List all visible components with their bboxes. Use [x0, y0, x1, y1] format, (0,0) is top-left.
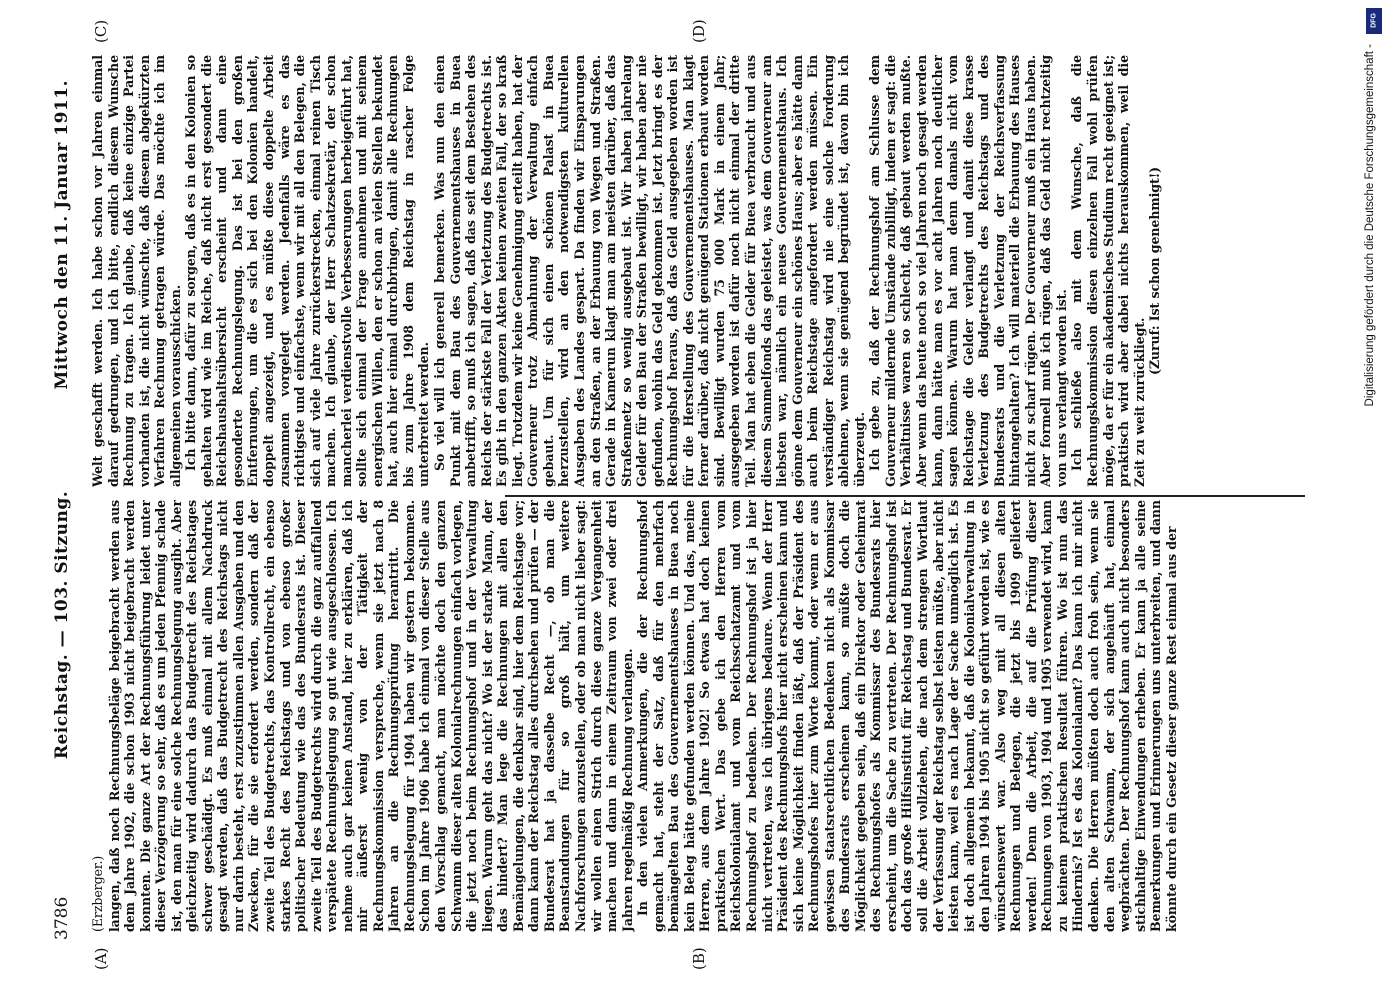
- dfg-logo: [1366, 8, 1382, 34]
- paragraph: In den vielen Anmerkungen, die der Rechnungshof gemacht hat, steht der Satz, daß für den mehrfach bemängelten Bau des Gouvernementshauses in Buea noch kein Beleg hätte gefunden werden können. Und das, meine Herren, aus dem Jahre 1902! So etwas hat doch keinen praktischen Wert. Das gebe ich den Herren vom Reichskolonialamt und vom Reichsschatzamt und vom Rechnungshof zu bedenken. Der Rechnungshof ist ja hier nicht vertreten, was ich übrigens bedaure. Wenn der Herr Präsident des Rechnungshofs hier nicht erscheinen kann und sich keine Möglichkeit finden läßt, daß der Präsident des Rechnungshofes hier zum Worte kommt, oder wenn er aus gewissen staatsrechtlichen Bedenken nicht als Kommissar des Bundesrats erscheinen kann, so müßte doch die Möglichkeit gegeben sein, daß ein Direktor oder Geheimrat des Rechnungshofes als Kommissar des Bundesrats hier erscheint, um die Sache zu vertreten. Der Rechnungshof ist doch das große Hilfsinstitut für Reichstag und Bundesrat. Er soll die Arbeit vollziehen, die nach dem strengen Wortlaut der Verfassung der Reichstag selbst leisten müßte, aber nicht leisten kann, weil es nach Lage der Sache unmöglich ist. Es ist doch allgemein bekannt, daß die Kolonialverwaltung in den Jahren 1904 bis 1905 nicht so geführt worden ist, wie es wünschenswert war. Also weg mit all diesen alten Rechnungen und Belegen, die jetzt bis 1909 geliefert werden! Denn die Arbeit, die auf die Prüfung dieser Rechnungen von 1903, 1904 und 1905 verwendet wird, kann zu keinem praktischen Resultat führen. Wo ist nun das Hindernis? Ist es das Kolonialamt? Das kann ich mir nicht denken. Die Herren müßten doch auch froh sein, wenn sie den alten Schwamm, der sich angehäuft hat, einmal wegbrächten. Der Rechnungshof kann auch nicht besonders stichhaltige Einwendungen erheben. Er kann ja alle seine Bemerkungen und Erinnerungen uns unterbreiten, und dann könnte durch ein Gesetz dieser ganze Rest einmal aus der: [635, 500, 1179, 932]
- right-column: [90, 55, 1305, 487]
- paragraph: Ich bitte dann, dafür zu sorgen, daß es in den Kolonien so gehalten wird wie im Reiche, daß nicht erst gesondert die Reichshaushaltsübersicht erscheint und dann eine gesonderte Rechnungslegung. Das ist bei den großen Entfernungen, um die es sich bei den Kolonien handelt, doppelt angezeigt, und es müßte diese doppelte Arbeit zusammen vorgelegt werden. Jedenfalls wäre es das richtigste und einfachste, wenn wir mit all den Belegen, die sich auf viele Jahre zurückerstrecken, einmal reinen Tisch machen. Ich glaube, der Herr Schatzsekretär, der schon mancherlei verdienstvolle Verbesserungen herbeigeführt hat, sollte sich einmal der Frage annehmen und mit seinem energischen Willen, den er schon an vielen Stellen bekundet hat, auch hier einmal durchbringen, damit alle Rechnungen bis zum Jahre 1908 dem Reichstag in rascher Folge unterbreitet werden.: [183, 55, 432, 487]
- page-number: 3786: [52, 896, 72, 940]
- paragraph: Ich schließe also mit dem Wunsche, daß die Rechnungskommission diesen einzelnen Fall wohl prüfen möge, da er für ein akademisches Studium recht geeignet ist; praktisch wird aber dabei nichts herauskommen, weil die Zeit zu weit zurückliegt.: [1069, 55, 1147, 487]
- funding-note: Digitalisierung gefördert durch die Deutsche Forschungsgemeinschaft -: [1364, 44, 1376, 407]
- speaker-name: (Erzberger.): [90, 855, 105, 932]
- dfg-logo-text: DFG: [1370, 13, 1378, 28]
- paragraph: Ich gebe zu, daß der Rechnungshof am Schlusse dem Gouverneur mildernde Umstände zubilligt, indem er sagt: die Verhältnisse waren so schlecht, daß gebaut werden mußte. Aber wenn das heute noch so viel Jahren noch gesagt werden kann, dann hätte man es vor acht Jahren noch deutlicher sagen können. Warum hat man denn damals nicht vom Reichstage die Gelder verlangt und damit diese krasse Verletzung des Budgetrechts des Reichstags und des Bundesrats und die Verletzung der Reichsverfassung hintangehalten? Ich will materiell die Erbauung des Hauses nicht zu scharf rügen. Der Gouverneur muß ein Haus haben. Aber formell muß ich rügen, daß das Geld nicht rechtzeitig von uns verlangt worden ist.: [867, 55, 1069, 487]
- margin-marker-c: (C): [92, 19, 110, 43]
- margin-marker-b: (B): [690, 947, 708, 970]
- paragraph: So viel will ich generell bemerken. Was nun den einen Punkt mit dem Bau des Gouvernementshauses in Buea anbetrifft, so muß ich sagen, daß das seit dem Bestehen des Reichs der stärkste Fall der Verletzung des Budgetrechts ist. Es gibt in den ganzen Akten keinen zweiten Fall, der so kraß liegt. Trotzdem wir keine Genehmigung erteilt haben, hat der Gouverneur trotz Abmahnung der Verwaltung einfach gebaut. Um für sich einen schönen Palast in Buea herzustellen, wird an den notwendigsten kulturellen Ausgaben des Landes gespart. Da finden wir Einsparungen an den Straßen, an der Erbauung von Wegen und Straßen. Gerade in Kamerun klagt man am meisten darüber, daß das Straßennetz so wenig ausgebaut ist. Wir haben jahrelang Gelder für den Bau der Straßen bewilligt, wir haben aber nie gefunden, wohin das Geld gekommen ist. Jetzt bringt es der Rechnungshof heraus, daß das Geld ausgegeben worden ist für die Herstellung des Gouvernementshauses. Man klagt ferner darüber, daß nicht genügend Stationen erbaut worden sind. Bewilligt wurden 75 000 Mark in einem Jahr; ausgegeben worden ist dafür noch nicht einmal der dritte Teil. Man hat eben die Gelder für Buea verbraucht und aus diesem Sammelfonds das geleistet, was dem Gouverneur am liebsten war, nämlich ein neues Gouvernementshaus. Ich gönne dem Gouverneur ein schönes Haus; aber es hätte dann auch beim Reichstage angefordert werden müssen. Ein verständiger Reichstag wird nie eine solche Forderung ablehnen, wenn sie genügend begründet ist, davon bin ich überzeugt.: [432, 55, 867, 487]
- paragraph: Welt geschafft werden. Ich habe schon vor Jahren einmal darauf gedrungen, und ich bitte, endlich diesem Wunsche Rechnung zu tragen. Ich glaube, daß keine einzige Partei vorhanden ist, die nicht wünschte, daß diesem abgekürzten Verfahren Rechnung getragen würde. Das möchte ich im allgemeinen vorausschicken.: [90, 55, 183, 487]
- margin-marker-d: (D): [690, 19, 708, 43]
- paragraph: langen, daß noch Rechnungsbeläge beigebracht werden aus dem Jahre 1902, die schon 1903 nicht beigebracht werden konnten. Die ganze Art der Rechnungsführung leidet unter dieser Verzögerung so sehr, daß es um jeden Pfennig schade ist, den man für eine solche Rechnungslegung ausgibt. Aber gleichzeitig wird dadurch das Budgetrecht des Reichstages schwer geschädigt. Es muß einmal mit allem Nachdruck gesagt werden, daß das Budgetrecht des Reichstags nicht nur darin besteht, erst zuzustimmen allen Ausgaben und den Zwecken, für die sie erfordert werden, sondern daß der zweite Teil des Budgetrechts, das Kontrollrecht, ein ebenso starkes Recht des Reichstags und von ebenso großer politischer Bedeutung wie das des Bundesrats ist. Dieser zweite Teil des Budgetrechts wird durch die ganz auffallend verspätete Rechnungslegung so gut wie ausgeschlossen. Ich nehme auch gar keinen Anstand, hier zu erklären, daß ich mir äußerst wenig von der Tätigkeit der Rechnungskommission verspreche, wenn sie jetzt nach 8 Jahren an die Rechnungsprüfung herantritt. Die Rechnungslegung für 1904 haben wir gestern bekommen. Schon im Jahre 1906 habe ich einmal von dieser Stelle aus den Vorschlag gemacht, man möchte doch den ganzen Schwamm dieser alten Kolonialrechnungen einfach vorlegen, die jetzt noch beim Rechnungshof und in der Verwaltung liegen. Warum geht das nicht? Wo ist der starke Mann, der das hindert? Man lege die Rechnungen mit allen den Bemängelungen, die denkbar sind, hier dem Reichstage vor; dann kann der Reichstag alles durchsehen und prüfen — der Bundesrat hat ja dasselbe Recht —, ob man die Beanstandungen für so groß hält, um weitere Nachforschungen anzustellen, oder ob man nicht lieber sagt: wir wollen einen Strich durch diese ganze Vergangenheit machen und dann in einem Zeitraum von zwei oder drei Jahren regelmäßig Rechnung verlangen.: [106, 500, 635, 932]
- page-header: [48, 40, 78, 940]
- left-column: [90, 500, 1305, 932]
- column-divider: [505, 495, 1305, 497]
- interjection: (Zuruf: Ist schon genehmigt!): [1147, 166, 1163, 376]
- digitization-note: [1355, 0, 1381, 1000]
- margin-marker-a: (A): [92, 947, 110, 970]
- session-date: Mittwoch den 11. Januar 1911.: [52, 80, 72, 390]
- session-title: Reichstag. — 103. Sitzung.: [52, 490, 72, 760]
